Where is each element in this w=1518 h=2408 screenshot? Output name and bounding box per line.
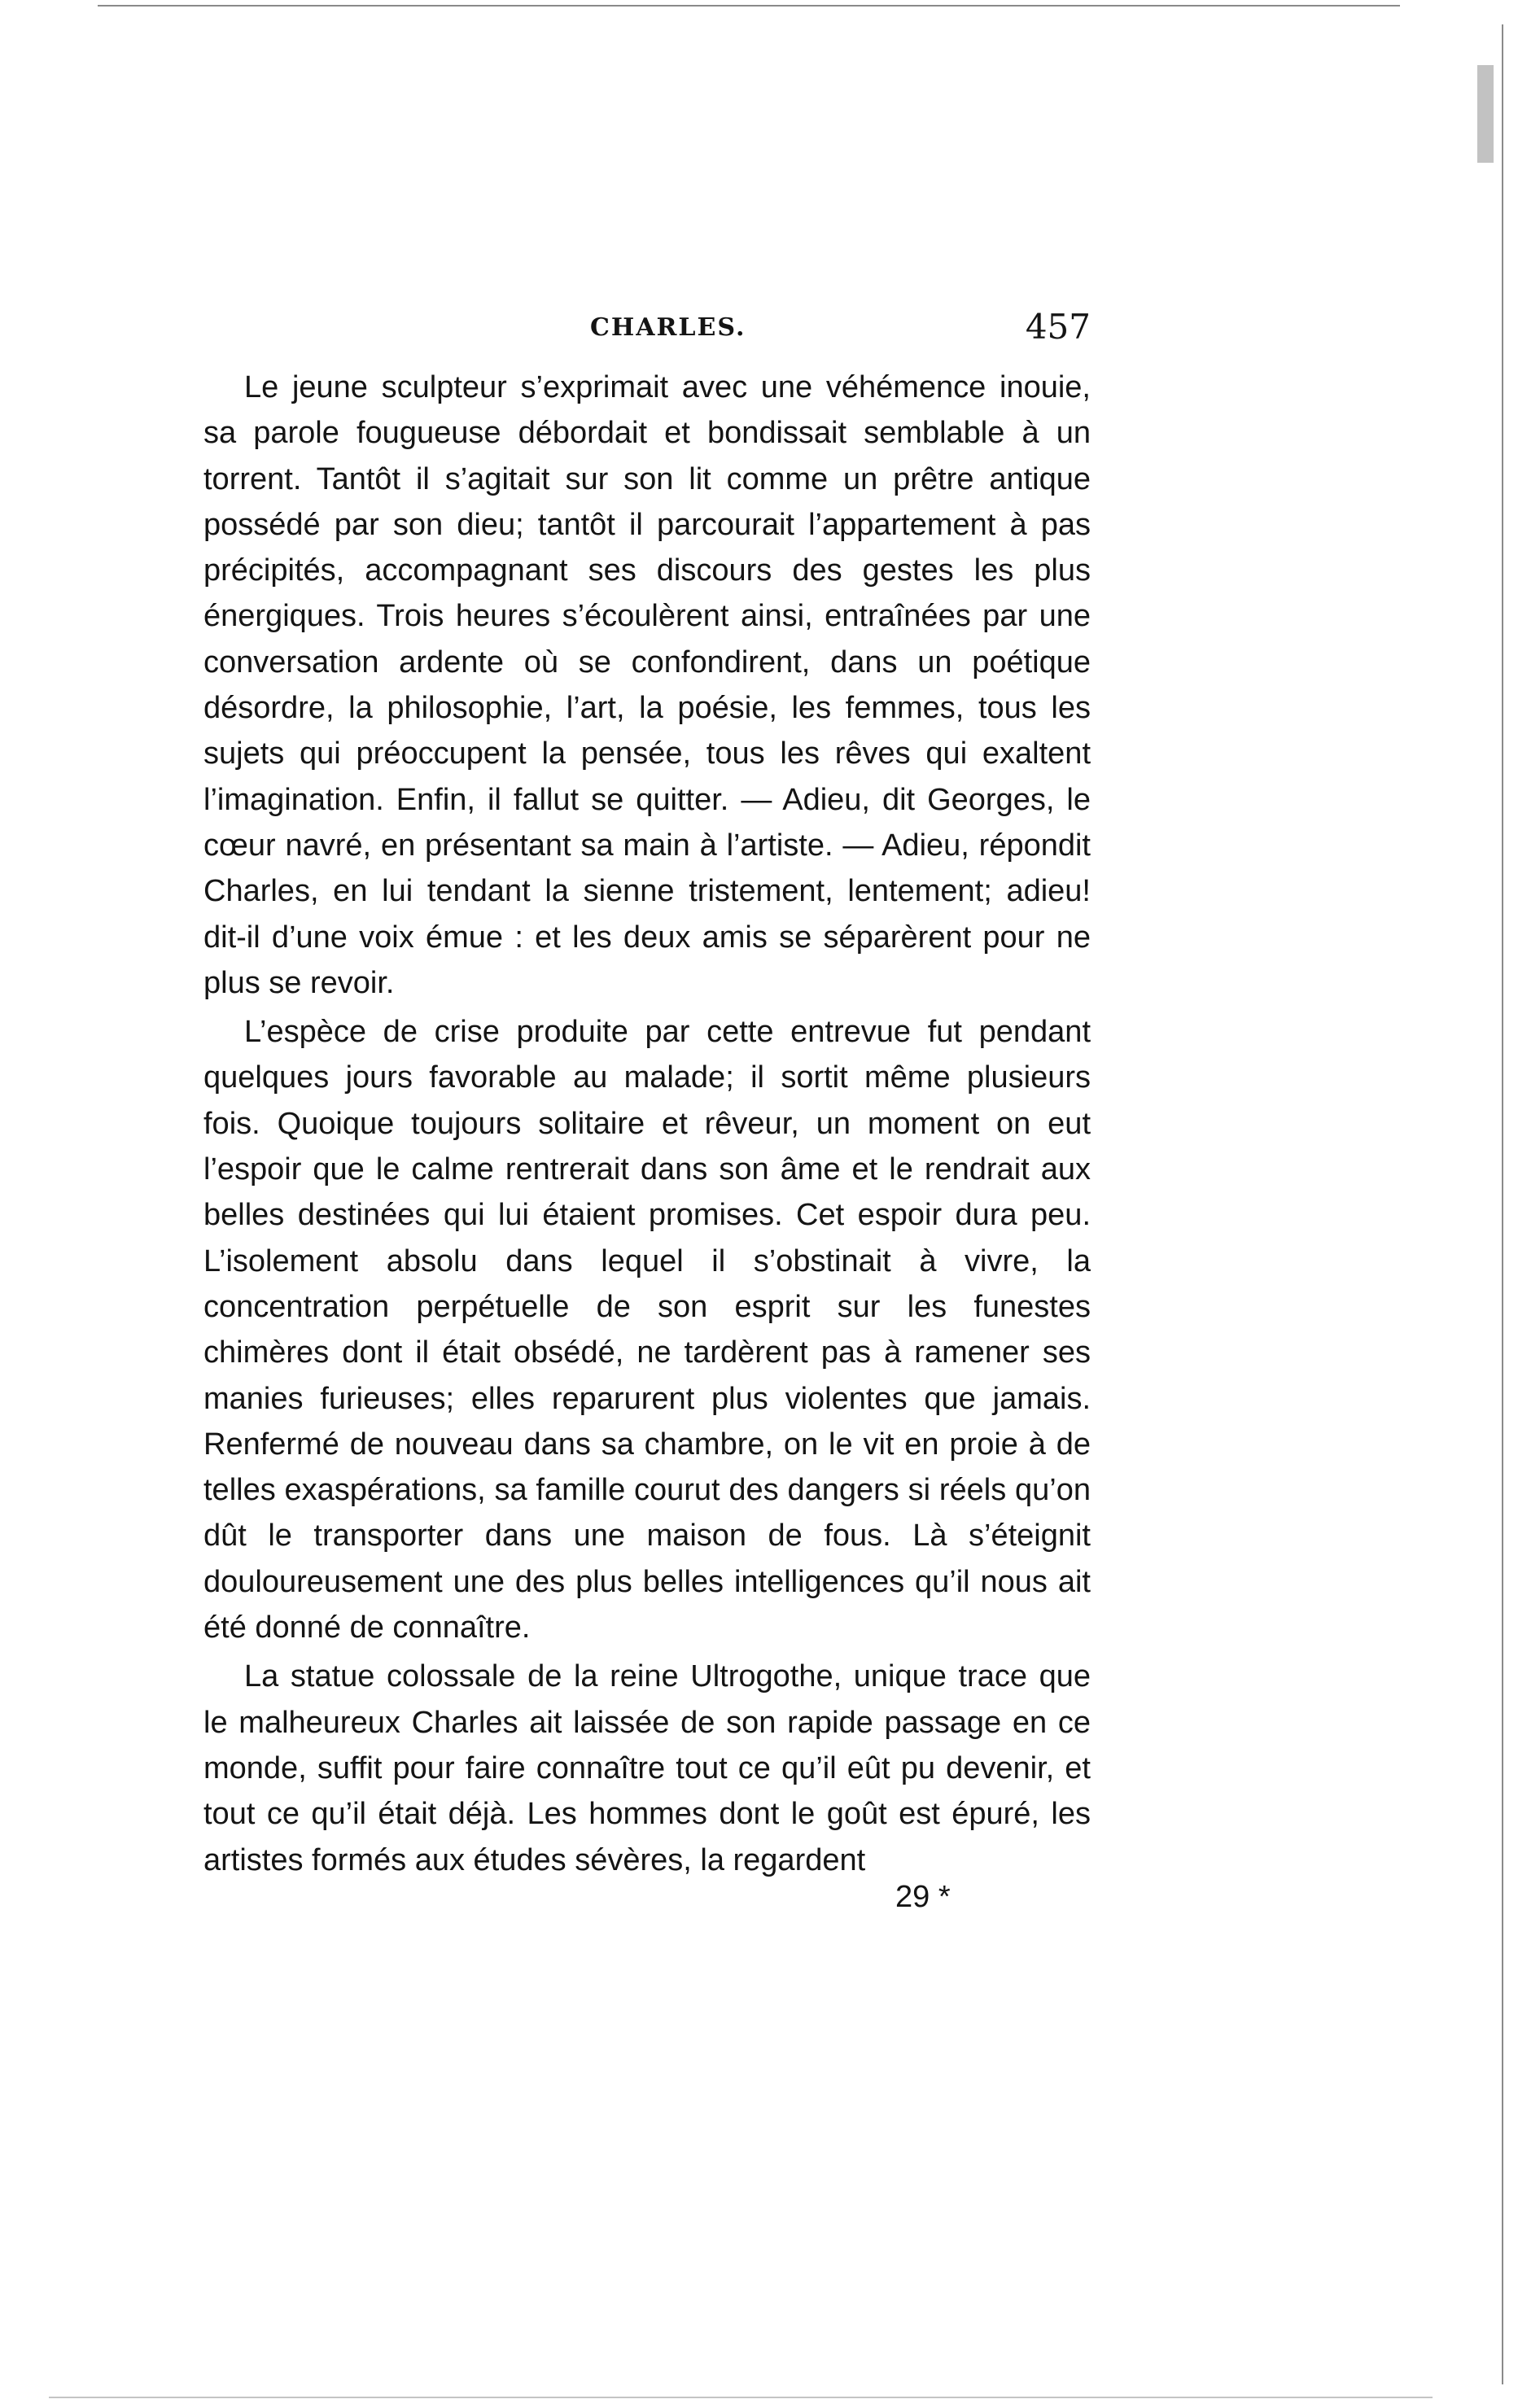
- paragraph-1: Le jeune sculpteur s’exprimait avec une véhémence inouie, sa parole fougueuse débordait et bondissait semblable à un torrent. Tantôt il s’agitait sur son lit comme un prêtre antique possédé par son dieu; tantôt il parcourait l’appartement à pas précipités, accompagnant ses discours des gestes les plus énergiques. Trois heures s’écoulèrent ainsi, entraînées par une conversation ardente où se confondirent, dans un poétique désordre, la philosophie, l’art, la poésie, les femmes, tous les sujets qui préoccupent la pensée, tous les rêves qui exaltent l’imagination. Enfin, il fallut se quitter. — Adieu, dit Georges, le cœur navré, en présentant sa main à l’artiste. — Adieu, répondit Charles, en lui tendant la sienne tristement, lentement; adieu! dit-il d’une voix émue : et les deux amis se séparèrent pour ne plus se revoir.: [203, 370, 1091, 1000]
- paragraph-2: L’espèce de crise produite par cette entrevue fut pendant quelques jours favorable au malade; il sortit même plusieurs fois. Quoique toujours solitaire et rêveur, un moment on eut l’espoir que le calme rentrerait dans son âme et le rendrait aux belles destinées qui lui étaient promises. Cet espoir dura peu. L’isolement absolu dans lequel il s’obstinait à vivre, la concentration perpétuelle de son esprit sur les funestes chimères dont il était obsédé, ne tardèrent pas à ramener ses manies furieuses; elles reparurent plus violentes que jamais. Renfermé de nouveau dans sa chambre, on le vit en proie à de telles exaspérations, sa famille courut des dangers si réels qu’on dût le transporter dans une maison de fous. Là s’éteignit douloureusement une des plus belles intelligences qu’il nous ait été donné de connaître.: [203, 1015, 1091, 1645]
- page-number: 457: [1025, 307, 1091, 347]
- right-edge-scan-smudge: [1477, 65, 1494, 163]
- right-edge-line: [1502, 24, 1503, 2384]
- signature-mark: 29 *: [895, 1880, 951, 1914]
- running-head: CHARLES.: [590, 313, 746, 342]
- paragraph-3: La statue colossale de la reine Ultrogothe, unique trace que le malheureux Charles ait laissée de son rapide passage en ce monde, suffit pour faire connaître tout ce qu’il eût pu devenir, et tout ce qu’il était déjà. Les hommes dont le goût est épuré, les artistes formés aux études sévères, la regardent: [203, 1659, 1091, 1877]
- bottom-edge-line: [49, 2397, 1433, 2398]
- body-text: [203, 365, 1091, 1883]
- top-edge-line: [98, 5, 1400, 7]
- page-header: [203, 307, 1091, 362]
